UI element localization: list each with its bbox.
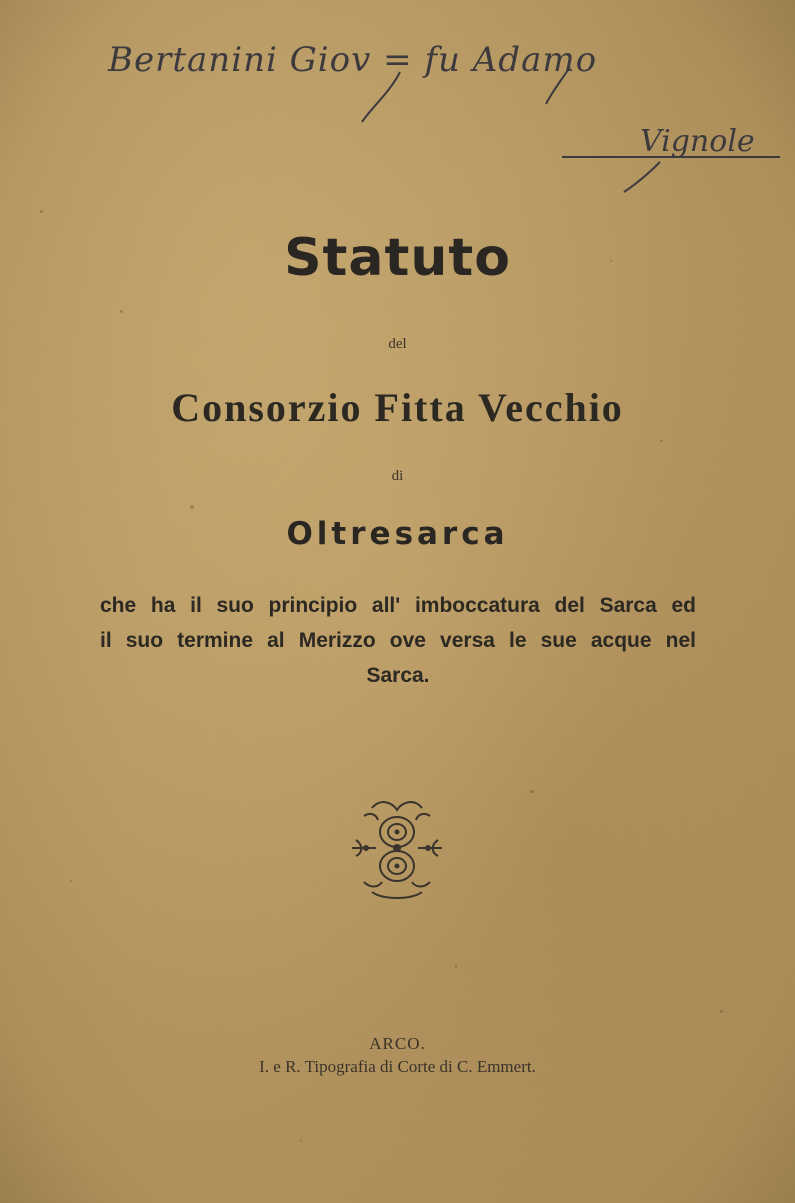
paper-speck: [720, 1010, 723, 1013]
description-paragraph: [100, 588, 696, 693]
paper-speck: [120, 310, 123, 313]
document-title: Statuto: [284, 228, 511, 288]
description-line: che ha il suo principio all' imboccatura del Sarca ed: [100, 594, 696, 617]
place-name: Oltresarca: [286, 516, 509, 552]
paper-speck: [455, 965, 457, 968]
paper-speck: [300, 1140, 302, 1142]
paper-speck: [40, 210, 43, 213]
printers-ornament: [342, 796, 452, 900]
paper-speck: [70, 880, 72, 882]
imprint-printer: I. e R. Tipografia di Corte di C. Emmert.: [259, 1057, 536, 1076]
owner-locality: Vignole: [640, 124, 755, 159]
consortium-name: Consorzio Fitta Vecchio: [171, 385, 624, 430]
paper-speck: [530, 790, 534, 793]
imprint-city: ARCO.: [369, 1034, 426, 1053]
description-line: Sarca.: [366, 664, 430, 687]
paper-speck: [190, 505, 194, 509]
handwritten-inscription: [100, 12, 780, 202]
del-connector: del: [388, 336, 407, 352]
di-connector: di: [391, 468, 404, 484]
description-line: il suo termine al Merizzo ove versa le sue acque nel: [100, 629, 696, 652]
owner-name: Bertanini Giov = fu Adamo: [108, 40, 598, 80]
paper-speck: [660, 440, 663, 442]
